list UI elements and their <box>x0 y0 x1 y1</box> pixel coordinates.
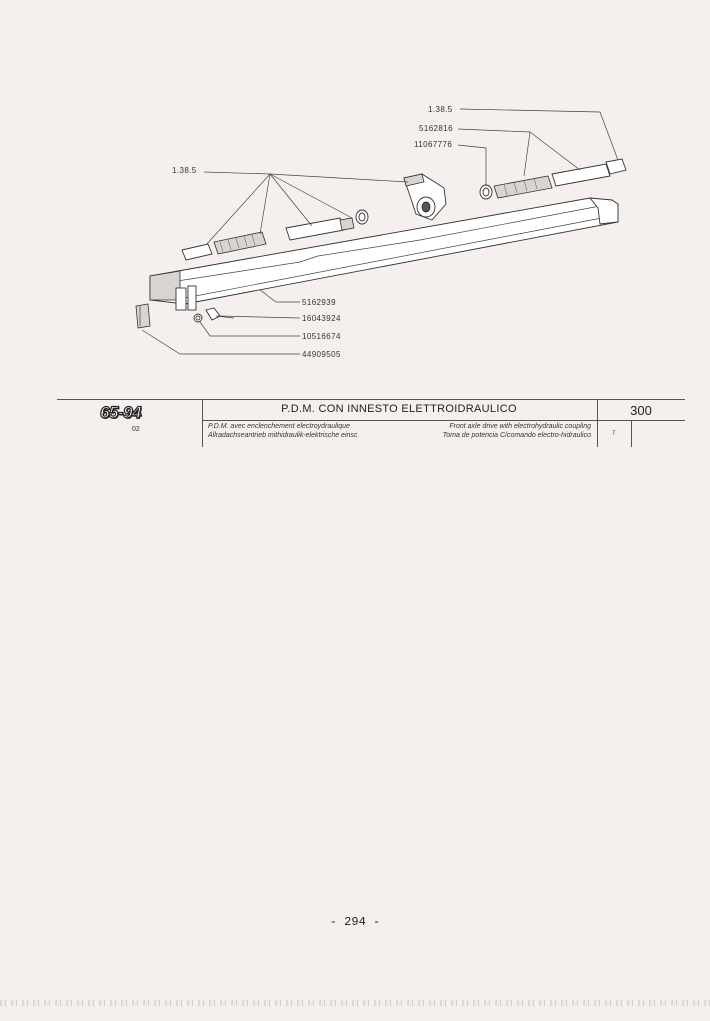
part-label-10516674: 10516674 <box>302 332 341 341</box>
subtitle-french: P.D.M. avec enclenchement electroydraulique <box>208 423 350 430</box>
title-block-divider-sheet <box>631 420 632 447</box>
exploded-parts-diagram <box>0 0 710 400</box>
model-variant: 02 <box>132 426 140 433</box>
coupling-yoke <box>404 174 446 220</box>
subtitle-spanish: Toma de potencia C/comando electro-hidraulico <box>442 432 591 439</box>
part-label-44909505: 44909505 <box>302 350 341 359</box>
part-label-11067776: 11067776 <box>414 140 453 149</box>
page-number: - 294 - <box>329 915 381 929</box>
title-block <box>57 399 685 447</box>
driveshaft-housing <box>150 198 618 310</box>
ref-label-top: 1.38.5 <box>428 105 453 114</box>
subtitle-german: Allradachseantrieb mithidraulik-elektrische einsc. <box>208 432 360 439</box>
page-title: P.D.M. CON INNESTO ELETTROIDRAULICO <box>281 403 517 415</box>
ref-label-left: 1.38.5 <box>172 166 197 175</box>
subtitle-english: Front axle drive with electrohydraulic coupling <box>449 423 591 430</box>
sheet-number: 7 <box>612 431 616 437</box>
part-label-5162939: 5162939 <box>302 298 336 307</box>
model-logo: 65-94 <box>100 403 141 422</box>
part-label-16043924: 16043924 <box>302 314 341 323</box>
rear-shaft-assembly <box>480 159 626 199</box>
table-number: 300 <box>630 403 652 418</box>
title-block-top-rule <box>57 399 685 400</box>
scan-artifact-strip <box>0 1000 710 1006</box>
title-block-mid-rule <box>202 420 685 421</box>
part-label-5162816: 5162816 <box>419 124 453 133</box>
